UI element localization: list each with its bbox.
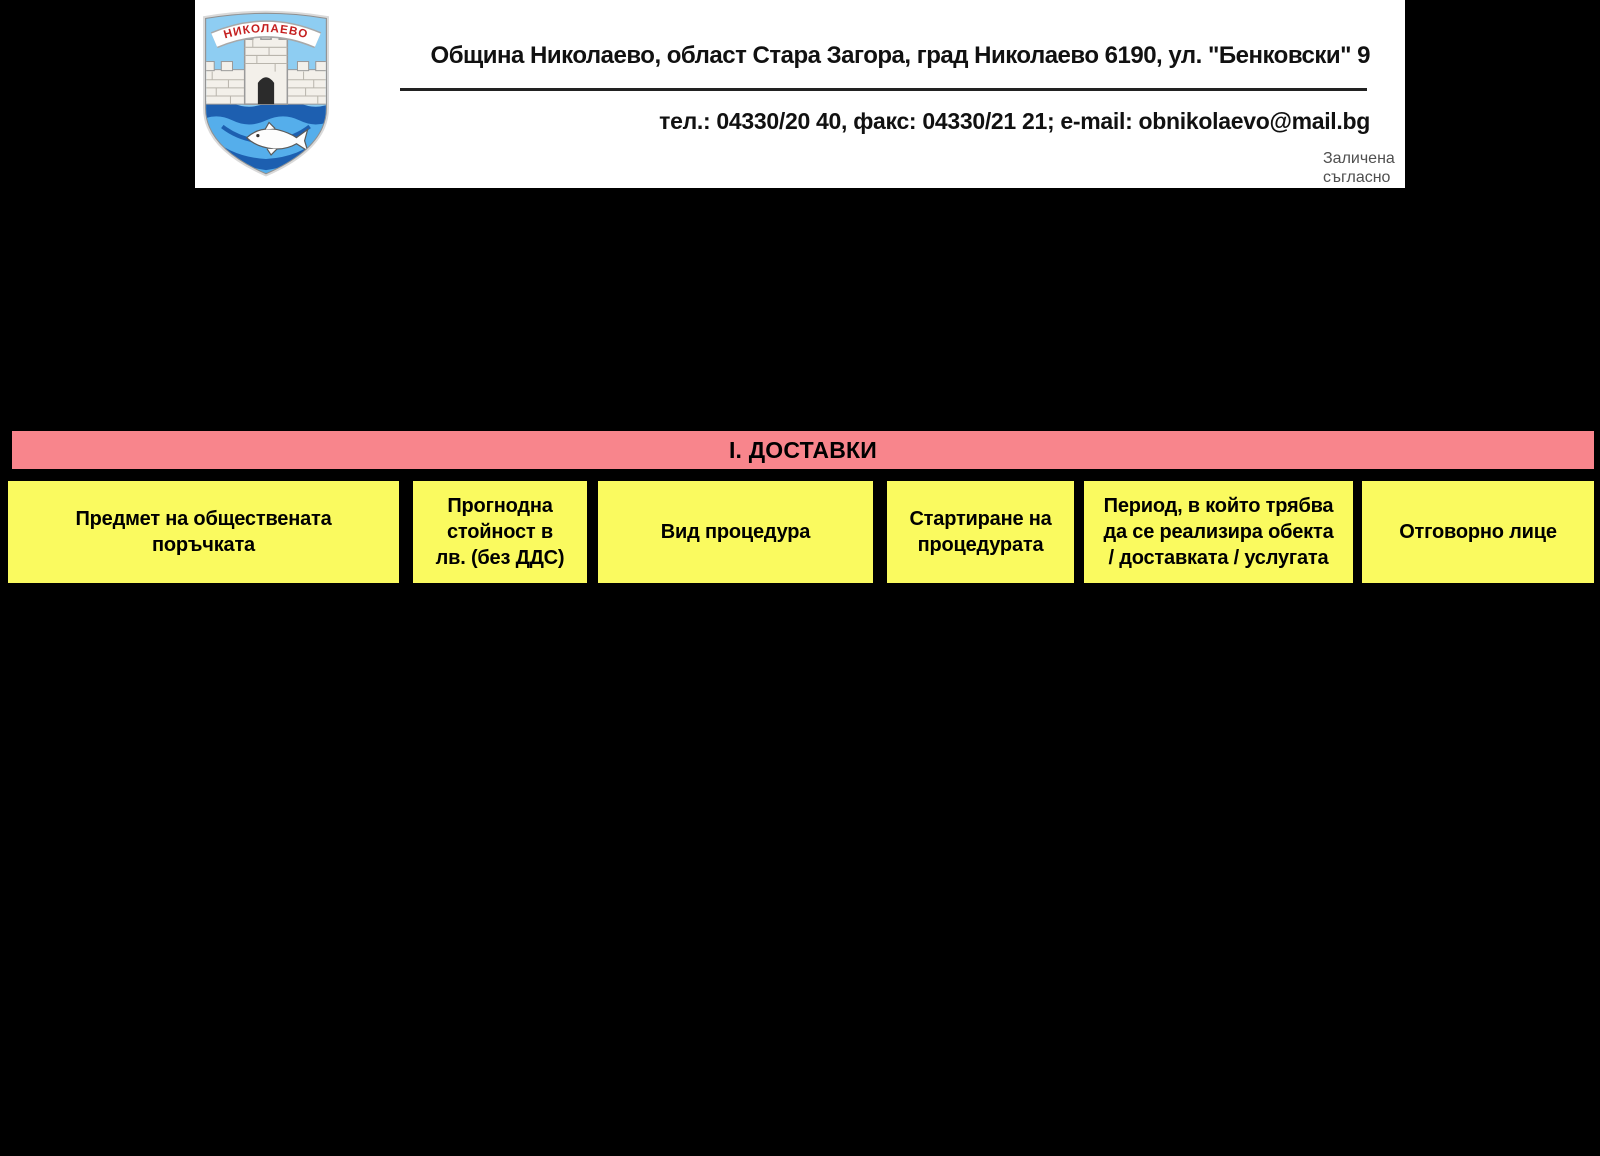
coat-of-arms-banner-text: НИКОЛАЕВО: [222, 22, 310, 42]
redaction-note-line2: съгласно: [1323, 169, 1391, 186]
table-header-responsible-person: [1362, 481, 1594, 583]
header-line: Прогнодна: [447, 495, 553, 517]
section-banner: [12, 431, 1594, 469]
table-header-procedure-type: [598, 481, 873, 583]
table-header-procedure-start: [887, 481, 1074, 583]
header-line: процедурата: [917, 534, 1044, 556]
header-line: Стартиране на: [909, 508, 1052, 530]
table-header-estimated-value: [413, 481, 587, 583]
contact-line: тел.: 04330/20 40, факс: 04330/21 21; e-mail: obnikolaevo@mail.bg: [659, 108, 1370, 134]
header-line: Отговорно лице: [1399, 521, 1557, 543]
municipality-coat-of-arms-icon: [200, 6, 332, 180]
table-header-realization-period: [1084, 481, 1353, 583]
letterhead: [195, 0, 1405, 188]
header-line: / доставката / услугата: [1108, 547, 1329, 569]
letterhead-divider: [400, 88, 1367, 91]
redaction-note-line1: Заличена: [1323, 150, 1395, 167]
header-line: Вид процедура: [660, 521, 811, 543]
header-line: стойност в: [447, 521, 553, 543]
organization-line: Община Николаево, област Стара Загора, град Николаево 6190, ул. "Бенковски" 9: [430, 42, 1370, 69]
header-line: Период, в който трябва: [1103, 495, 1334, 517]
table-header-subject: [8, 481, 399, 583]
section-banner-title: I. ДОСТАВКИ: [728, 436, 878, 463]
header-line: Предмет на обществената: [75, 508, 332, 530]
header-line: поръчката: [152, 534, 255, 556]
redaction-note: [1323, 149, 1405, 187]
header-line: лв. (без ДДС): [435, 547, 565, 569]
header-line: да се реализира обекта: [1103, 521, 1334, 543]
